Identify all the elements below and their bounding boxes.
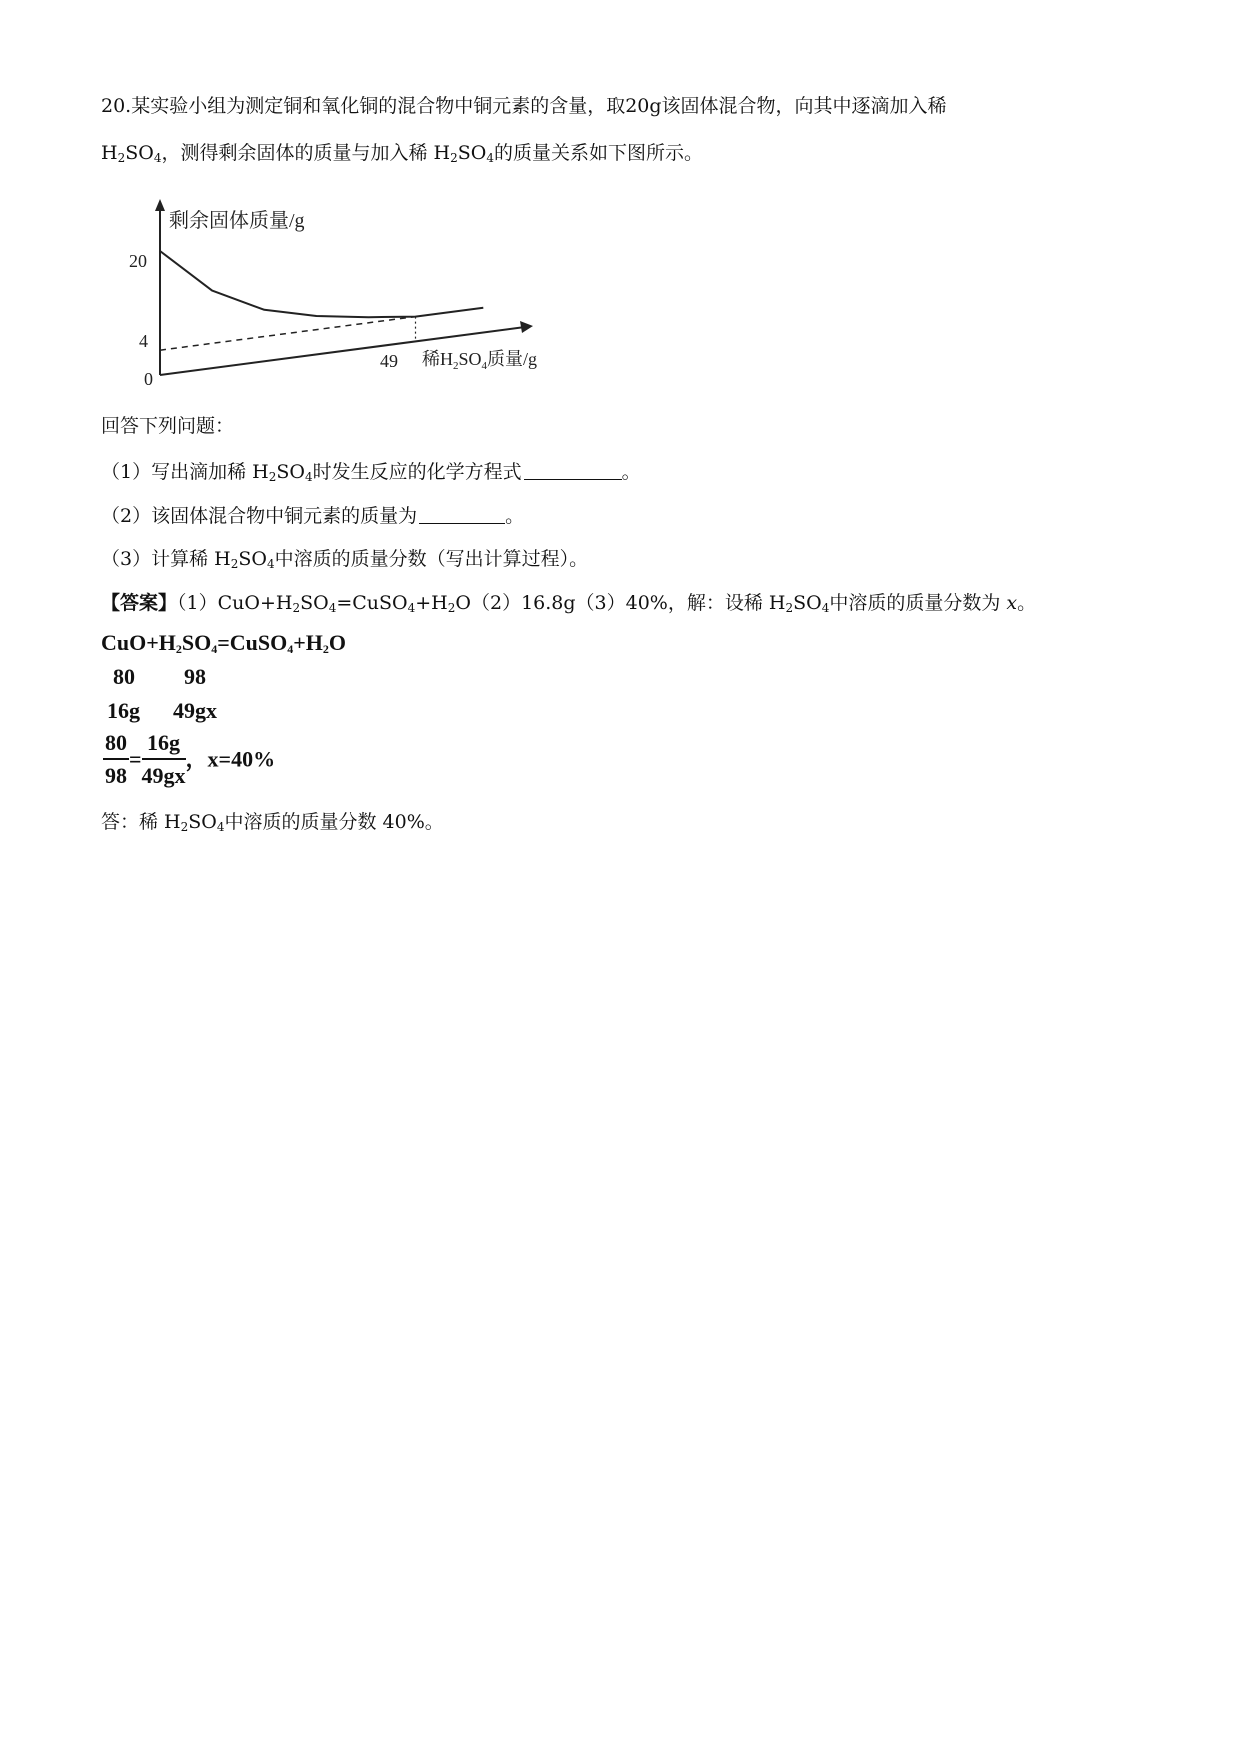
y-axis-label: 剩余固体质量/g xyxy=(169,210,305,232)
mass-49gx: 49gx xyxy=(173,698,217,723)
question-2: （2）该固体混合物中铜元素的质量为 。 xyxy=(101,505,525,527)
answer-line: 【答案】$(1)CuO+H_2SO_4=CuSO_4+H_2O(2)16.8g(3)40\%$，解：设稀 $H_2SO_4$中溶质的质量分数为 x。 xyxy=(101,592,1037,615)
molar-mass-80: 80 xyxy=(113,664,135,689)
answer-blank-1 xyxy=(524,461,622,480)
mass-16g: 16g xyxy=(107,698,140,723)
section-label: 回答下列问题： xyxy=(101,415,235,437)
x-axis-arrow xyxy=(520,321,533,333)
question-3: （3）计算稀 $H_2SO_4$中溶质的质量分数（写出计算过程）。 xyxy=(101,548,589,571)
y-axis-arrow xyxy=(155,199,165,211)
proportion: $\frac{80}{98}$ = $\frac{16g}{49gx}$ ，x=40% xyxy=(105,730,276,788)
dashed-level-line xyxy=(160,317,416,351)
fraction-80-98: $\frac{80}{98}$ xyxy=(105,730,127,788)
fraction-16g-49gx: $\frac{16g}{49gx}$ xyxy=(141,730,186,788)
series-line xyxy=(160,251,483,317)
question-line-1: 20.某实验小组为测定铜和氧化铜的混合物中铜元素的含量，取20g该固体混合物，向其中逐滴加入稀 xyxy=(101,95,947,117)
question-line-2: $H_2SO_4$，测得剩余固体的质量与加入稀 $H_2SO_4$的质量关系如下图所示。 xyxy=(101,142,703,165)
molar-mass-98: 98 xyxy=(184,664,206,689)
chemical-equation: $CuO+H_2SO_4=CuSO_4+H_2O$ xyxy=(101,630,347,656)
y-tick-4: 4 xyxy=(139,331,148,351)
mass-chart xyxy=(125,195,565,395)
plot-area xyxy=(160,251,483,350)
origin-label: 0 xyxy=(144,369,153,389)
x-tick-49: 49 xyxy=(380,351,398,371)
x-axis-label: 稀$H_2SO_4$质量/g xyxy=(422,349,538,372)
answer-blank-2 xyxy=(419,505,505,524)
y-tick-20: 20 xyxy=(129,251,147,271)
question-1: （1）写出滴加稀 $H_2SO_4$时发生反应的化学方程式 。 xyxy=(101,461,641,484)
final-answer: 答：稀 $H_2SO_4$中溶质的质量分数 40%。 xyxy=(101,811,444,834)
